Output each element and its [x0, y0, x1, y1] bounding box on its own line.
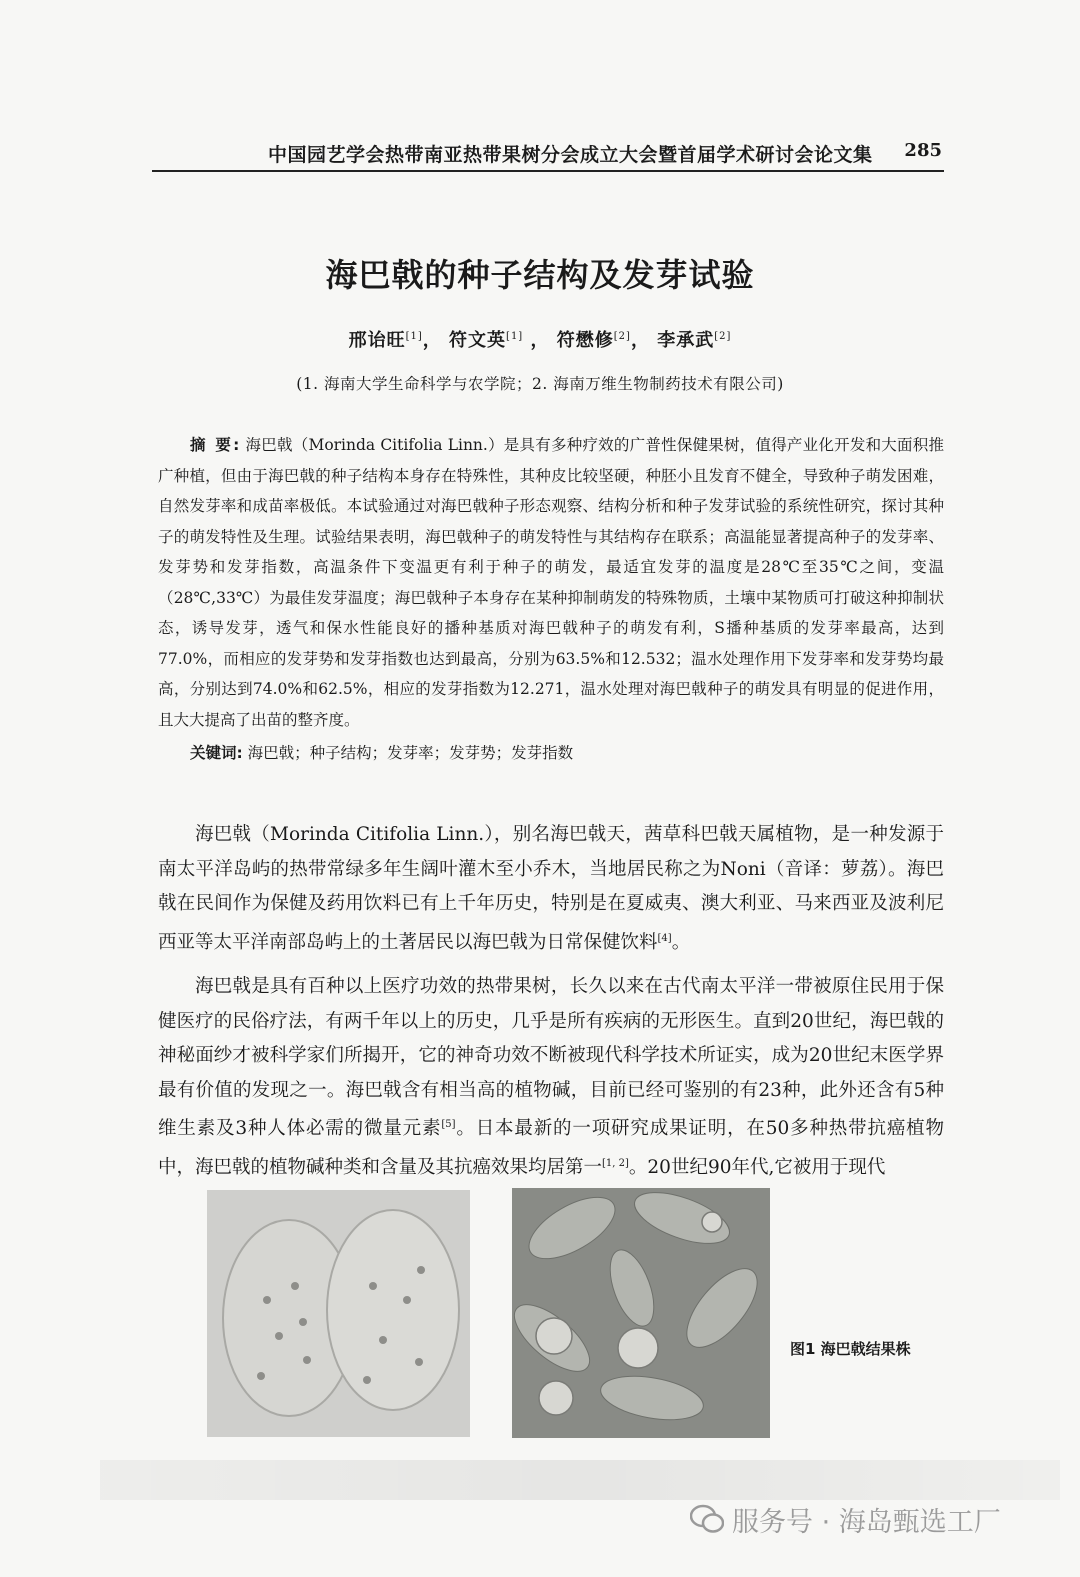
running-title: 中国园艺学会热带南亚热带果树分会成立大会暨首届学术研讨会论文集	[268, 144, 873, 166]
abstract-label: 摘 要:	[190, 436, 242, 454]
author-name: 邢诒旺	[348, 330, 406, 351]
noni-fruit-photo	[207, 1190, 470, 1437]
scan-smudge	[100, 1460, 1060, 1500]
paper-title: 海巴戟的种子结构及发芽试验	[325, 256, 755, 294]
paragraph-text: 海巴戟（Morinda Citifolia Linn.），别名海巴戟天，茜草科巴戟天属植物，是一种发源于南太平洋岛屿的热带常绿多年生阔叶灌木至小乔木，当地居民称之为Noni（音译：萝荔）。海巴戟在民间作为保健及药用饮料已有上千年历史，特别是在夏威夷、澳大利亚、马来西亚及波利尼西亚等太平洋南部岛屿上的土著居民以海巴戟为日常保健饮料	[158, 824, 944, 953]
paragraph-text: 。20世纪90年代,它被用于现代	[628, 1156, 886, 1178]
noni-plant-photo	[512, 1188, 770, 1438]
keywords-text: 海巴戟；种子结构；发芽率；发芽势；发芽指数	[247, 744, 574, 762]
noni-plant-drawing	[512, 1188, 770, 1438]
chat-bubbles-icon	[690, 1504, 724, 1534]
citation: [1, 2]	[602, 1157, 629, 1169]
author-ref: [1]	[506, 331, 524, 342]
keywords	[190, 741, 573, 763]
watermark	[690, 1500, 1060, 1540]
paragraph-text: 。日本最新的一项研究成果证明，在50多种热带抗癌植物中，海巴戟的植物碱种类和含量及其抗癌效果均居第一	[158, 1118, 944, 1178]
citation: [5]	[441, 1119, 456, 1131]
paragraph-text: 。	[671, 931, 691, 953]
watermark-text: 服务号 · 海岛甄选工厂	[732, 1507, 1001, 1538]
author-name: 符懋修	[556, 330, 614, 351]
running-header	[152, 136, 942, 170]
body-text	[158, 818, 944, 1195]
keywords-label: 关键词:	[190, 744, 243, 762]
paragraph-text: 海巴戟是具有百种以上医疗功效的热带果树，长久以来在古代南太平洋一带被原住民用于保健医疗的民俗疗法，有两千年以上的历史，几乎是所有疾病的无形医生。直到20世纪，海巴戟的神秘面纱才被科学家们所揭开，它的神奇功效不断被现代科学技术所证实，成为20世纪末医学界最有价值的发现之一。海巴戟含有相当高的植物碱，目前已经可鉴别的有23种，此外还含有5种维生素及3种人体必需的微量元素	[158, 976, 944, 1140]
paragraph	[158, 818, 944, 960]
abstract	[158, 430, 944, 735]
noni-fruit-drawing	[207, 1190, 470, 1437]
author-ref: [1]	[405, 331, 423, 342]
page-number: 285	[904, 140, 942, 161]
paragraph	[158, 970, 944, 1185]
author-list: 邢诒旺[1]， 符文英[1] ， 符懋修[2]， 李承武[2]	[348, 330, 732, 351]
header-rule	[152, 170, 944, 172]
author-name: 符文英	[449, 330, 507, 351]
author-name: 李承武	[657, 330, 715, 351]
affiliation: (1. 海南大学生命科学与农学院；2. 海南万维生物制药技术有限公司)	[296, 375, 784, 393]
author-ref: [2]	[613, 331, 631, 342]
figure-caption: 图1 海巴戟结果株	[790, 1340, 911, 1358]
abstract-text: 海巴戟（Morinda Citifolia Linn.）是具有多种疗效的广普性保健果树，值得产业化开发和大面积推广种植，但由于海巴戟的种子结构本身存在特殊性，其种皮比较坚硬，种胚小且发育不健全，导致种子萌发困难，自然发芽率和成苗率极低。本试验通过对海巴戟种子形态观察、结构分析和种子发芽试验的系统性研究，探讨其种子的萌发特性及生理。试验结果表明，海巴戟种子的萌发特性与其结构存在联系；高温能显著提高种子的发芽率、发芽势和发芽指数，高温条件下变温更有利于种子的萌发，最适宜发芽的温度是28℃至35℃之间，变温（28℃,33℃）为最佳发芽温度；海巴戟种子本身存在某种抑制萌发的特殊物质，土壤中某物质可打破这种抑制状态，诱导发芽，透气和保水性能良好的播种基质对海巴戟种子的萌发有利，S播种基质的发芽率最高，达到77.0%，而相应的发芽势和发芽指数也达到最高，分别为63.5%和12.532；温水处理作用下发芽率和发芽势均最高，分别达到74.0%和62.5%，相应的发芽指数为12.271，温水处理对海巴戟种子的萌发具有明显的促进作用，且大大提高了出苗的整齐度。	[158, 436, 944, 729]
author-ref: [2]	[714, 331, 732, 342]
citation: [4]	[657, 932, 672, 944]
